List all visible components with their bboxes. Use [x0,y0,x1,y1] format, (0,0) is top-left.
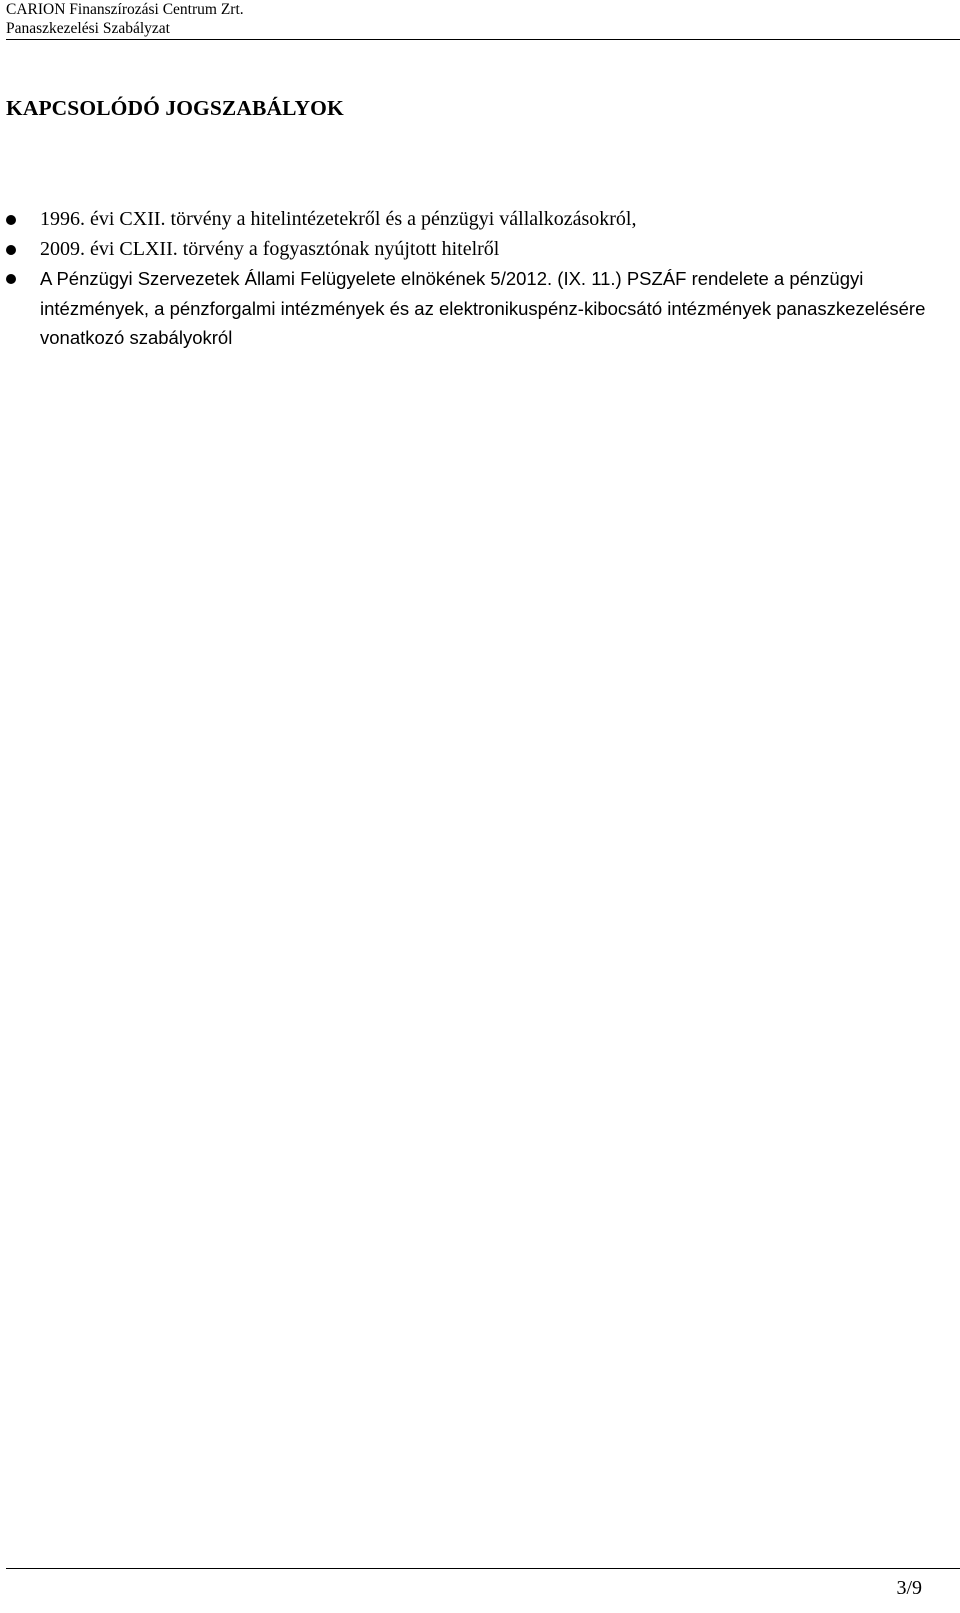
header-company-name: CARION Finanszírozási Centrum Zrt. [6,1,244,18]
bullet-icon [6,274,16,284]
section-title: KAPCSOLÓDÓ JOGSZABÁLYOK [6,96,344,120]
list-item [0,205,960,235]
list-item-text: 2009. évi CLXII. törvény a fogyasztónak nyújtott hitelről [40,237,500,260]
related-laws-list [0,205,960,353]
page-number: 3/9 [896,1577,922,1599]
list-item [0,235,960,265]
list-item-text: A Pénzügyi Szervezetek Állami Felügyelete elnökének 5/2012. (IX. 11.) PSZÁF rendelete a pénzügyi intézmények, a pénzforgalmi intézmények és az elektronikuspénz-kibocsátó intézmények panaszkezelésére vonatkozó szabályokról [40,268,926,348]
page-header [6,0,960,38]
list-item [0,264,960,353]
header-divider [6,39,960,40]
bullet-icon [6,245,16,255]
footer-divider [6,1568,960,1569]
bullet-icon [6,215,16,225]
list-item-text: 1996. évi CXII. törvény a hitelintézetekről és a pénzügyi vállalkozásokról, [40,208,637,230]
header-document-title: Panaszkezelési Szabályzat [6,20,170,37]
